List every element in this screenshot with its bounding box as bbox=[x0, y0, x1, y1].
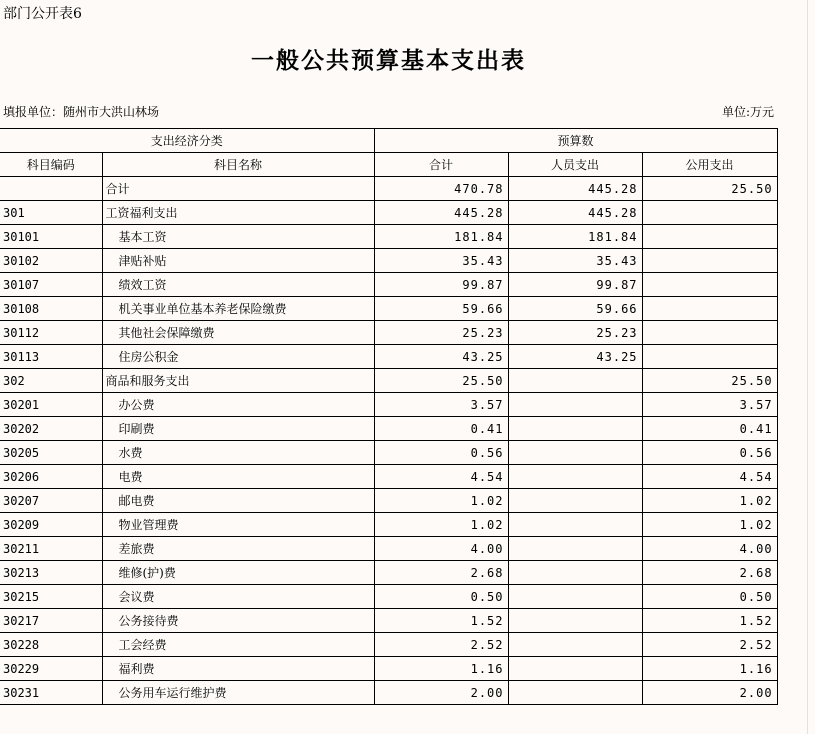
row-personnel-expense: 59.66 bbox=[508, 297, 642, 321]
table-row bbox=[0, 225, 777, 249]
row-total: 25.23 bbox=[374, 321, 508, 345]
row-subject-code: 30209 bbox=[0, 513, 102, 537]
row-subject-name: 津贴补贴 bbox=[102, 249, 374, 273]
row-personnel-expense: 99.87 bbox=[508, 273, 642, 297]
row-public-expense bbox=[642, 321, 777, 345]
table-row bbox=[0, 393, 777, 417]
row-personnel-expense bbox=[508, 489, 642, 513]
row-personnel-expense: 35.43 bbox=[508, 249, 642, 273]
row-public-expense bbox=[642, 273, 777, 297]
row-public-expense bbox=[642, 297, 777, 321]
row-public-expense: 2.68 bbox=[642, 561, 777, 585]
table-row bbox=[0, 417, 777, 441]
row-subject-code: 30201 bbox=[0, 393, 102, 417]
row-subject-name: 机关事业单位基本养老保险缴费 bbox=[102, 297, 374, 321]
row-subject-name: 工会经费 bbox=[102, 633, 374, 657]
row-subject-name: 电费 bbox=[102, 465, 374, 489]
currency-unit: 单位:万元 bbox=[721, 105, 774, 119]
row-personnel-expense: 181.84 bbox=[508, 225, 642, 249]
row-total: 0.50 bbox=[374, 585, 508, 609]
row-subject-name: 物业管理费 bbox=[102, 513, 374, 537]
row-subject-code bbox=[0, 177, 102, 201]
row-subject-code: 30211 bbox=[0, 537, 102, 561]
sheet-label: 部门公开表6 bbox=[3, 6, 82, 22]
table-row bbox=[0, 513, 777, 537]
table-row bbox=[0, 489, 777, 513]
row-subject-code: 302 bbox=[0, 369, 102, 393]
row-public-expense: 1.52 bbox=[642, 609, 777, 633]
row-total: 1.16 bbox=[374, 657, 508, 681]
table-row bbox=[0, 273, 777, 297]
row-subject-code: 30113 bbox=[0, 345, 102, 369]
budget-table bbox=[0, 128, 778, 705]
row-personnel-expense: 445.28 bbox=[508, 177, 642, 201]
row-subject-name: 公务接待费 bbox=[102, 609, 374, 633]
row-subject-name: 办公费 bbox=[102, 393, 374, 417]
table-row bbox=[0, 633, 777, 657]
row-public-expense: 0.41 bbox=[642, 417, 777, 441]
row-subject-name: 会议费 bbox=[102, 585, 374, 609]
header-row-columns bbox=[0, 153, 777, 177]
table-row bbox=[0, 201, 777, 225]
row-personnel-expense bbox=[508, 585, 642, 609]
row-total: 2.68 bbox=[374, 561, 508, 585]
row-total: 25.50 bbox=[374, 369, 508, 393]
row-total: 181.84 bbox=[374, 225, 508, 249]
row-total: 35.43 bbox=[374, 249, 508, 273]
row-public-expense: 4.00 bbox=[642, 537, 777, 561]
row-personnel-expense bbox=[508, 609, 642, 633]
row-subject-code: 30205 bbox=[0, 441, 102, 465]
table-row bbox=[0, 561, 777, 585]
row-public-expense: 2.52 bbox=[642, 633, 777, 657]
row-personnel-expense bbox=[508, 465, 642, 489]
row-subject-code: 30213 bbox=[0, 561, 102, 585]
row-public-expense: 1.02 bbox=[642, 513, 777, 537]
row-personnel-expense bbox=[508, 537, 642, 561]
row-public-expense bbox=[642, 249, 777, 273]
row-total: 59.66 bbox=[374, 297, 508, 321]
row-public-expense: 0.50 bbox=[642, 585, 777, 609]
table-row bbox=[0, 321, 777, 345]
row-public-expense: 2.00 bbox=[642, 681, 777, 705]
table-row bbox=[0, 441, 777, 465]
row-subject-code: 301 bbox=[0, 201, 102, 225]
row-subject-name: 合计 bbox=[102, 177, 374, 201]
row-total: 470.78 bbox=[374, 177, 508, 201]
reporting-unit: 填报单位：随州市大洪山林场 bbox=[3, 105, 160, 119]
page-title: 一般公共预算基本支出表 bbox=[251, 48, 526, 74]
row-total: 4.00 bbox=[374, 537, 508, 561]
table-row bbox=[0, 609, 777, 633]
row-total: 2.52 bbox=[374, 633, 508, 657]
row-subject-name: 其他社会保障缴费 bbox=[102, 321, 374, 345]
row-personnel-expense: 445.28 bbox=[508, 201, 642, 225]
row-subject-code: 30108 bbox=[0, 297, 102, 321]
row-subject-name: 住房公积金 bbox=[102, 345, 374, 369]
row-public-expense bbox=[642, 225, 777, 249]
row-total: 1.02 bbox=[374, 489, 508, 513]
row-total: 4.54 bbox=[374, 465, 508, 489]
table-row bbox=[0, 345, 777, 369]
row-public-expense bbox=[642, 201, 777, 225]
header-personnel-expense: 人员支出 bbox=[508, 153, 642, 177]
row-public-expense: 25.50 bbox=[642, 369, 777, 393]
row-personnel-expense bbox=[508, 681, 642, 705]
row-subject-code: 30228 bbox=[0, 633, 102, 657]
row-public-expense: 0.56 bbox=[642, 441, 777, 465]
row-public-expense: 4.54 bbox=[642, 465, 777, 489]
row-public-expense: 25.50 bbox=[642, 177, 777, 201]
table-row bbox=[0, 657, 777, 681]
row-personnel-expense bbox=[508, 369, 642, 393]
row-subject-name: 印刷费 bbox=[102, 417, 374, 441]
table-row bbox=[0, 537, 777, 561]
table-row bbox=[0, 249, 777, 273]
row-subject-code: 30112 bbox=[0, 321, 102, 345]
row-subject-name: 水费 bbox=[102, 441, 374, 465]
row-subject-code: 30102 bbox=[0, 249, 102, 273]
row-subject-name: 基本工资 bbox=[102, 225, 374, 249]
header-subject-name: 科目名称 bbox=[102, 153, 374, 177]
row-total: 0.56 bbox=[374, 441, 508, 465]
table-row bbox=[0, 681, 777, 705]
row-subject-name: 维修(护)费 bbox=[102, 561, 374, 585]
table-row bbox=[0, 177, 777, 201]
row-personnel-expense: 43.25 bbox=[508, 345, 642, 369]
row-personnel-expense bbox=[508, 513, 642, 537]
header-economic-classification: 支出经济分类 bbox=[0, 129, 374, 153]
row-public-expense bbox=[642, 345, 777, 369]
row-subject-code: 30231 bbox=[0, 681, 102, 705]
row-public-expense: 1.16 bbox=[642, 657, 777, 681]
header-public-expense: 公用支出 bbox=[642, 153, 777, 177]
row-subject-code: 30202 bbox=[0, 417, 102, 441]
row-personnel-expense bbox=[508, 417, 642, 441]
row-public-expense: 1.02 bbox=[642, 489, 777, 513]
row-subject-name: 差旅费 bbox=[102, 537, 374, 561]
row-total: 99.87 bbox=[374, 273, 508, 297]
row-personnel-expense bbox=[508, 393, 642, 417]
row-subject-name: 绩效工资 bbox=[102, 273, 374, 297]
header-row-group bbox=[0, 129, 777, 153]
row-total: 445.28 bbox=[374, 201, 508, 225]
header-total: 合计 bbox=[374, 153, 508, 177]
row-total: 3.57 bbox=[374, 393, 508, 417]
row-personnel-expense bbox=[508, 633, 642, 657]
row-personnel-expense bbox=[508, 441, 642, 465]
row-subject-code: 30107 bbox=[0, 273, 102, 297]
table-row bbox=[0, 297, 777, 321]
row-subject-code: 30101 bbox=[0, 225, 102, 249]
table-row bbox=[0, 585, 777, 609]
row-total: 1.52 bbox=[374, 609, 508, 633]
row-total: 43.25 bbox=[374, 345, 508, 369]
table-row bbox=[0, 465, 777, 489]
row-total: 2.00 bbox=[374, 681, 508, 705]
row-personnel-expense: 25.23 bbox=[508, 321, 642, 345]
page-edge-divider bbox=[807, 0, 808, 734]
row-subject-code: 30229 bbox=[0, 657, 102, 681]
header-subject-code: 科目编码 bbox=[0, 153, 102, 177]
row-personnel-expense bbox=[508, 657, 642, 681]
row-total: 0.41 bbox=[374, 417, 508, 441]
row-subject-code: 30217 bbox=[0, 609, 102, 633]
row-total: 1.02 bbox=[374, 513, 508, 537]
row-subject-code: 30207 bbox=[0, 489, 102, 513]
row-subject-name: 工资福利支出 bbox=[102, 201, 374, 225]
row-subject-name: 福利费 bbox=[102, 657, 374, 681]
row-personnel-expense bbox=[508, 561, 642, 585]
header-budget-amount: 预算数 bbox=[374, 129, 777, 153]
row-subject-name: 公务用车运行维护费 bbox=[102, 681, 374, 705]
row-subject-code: 30206 bbox=[0, 465, 102, 489]
row-public-expense: 3.57 bbox=[642, 393, 777, 417]
row-subject-code: 30215 bbox=[0, 585, 102, 609]
table-row bbox=[0, 369, 777, 393]
row-subject-name: 邮电费 bbox=[102, 489, 374, 513]
row-subject-name: 商品和服务支出 bbox=[102, 369, 374, 393]
